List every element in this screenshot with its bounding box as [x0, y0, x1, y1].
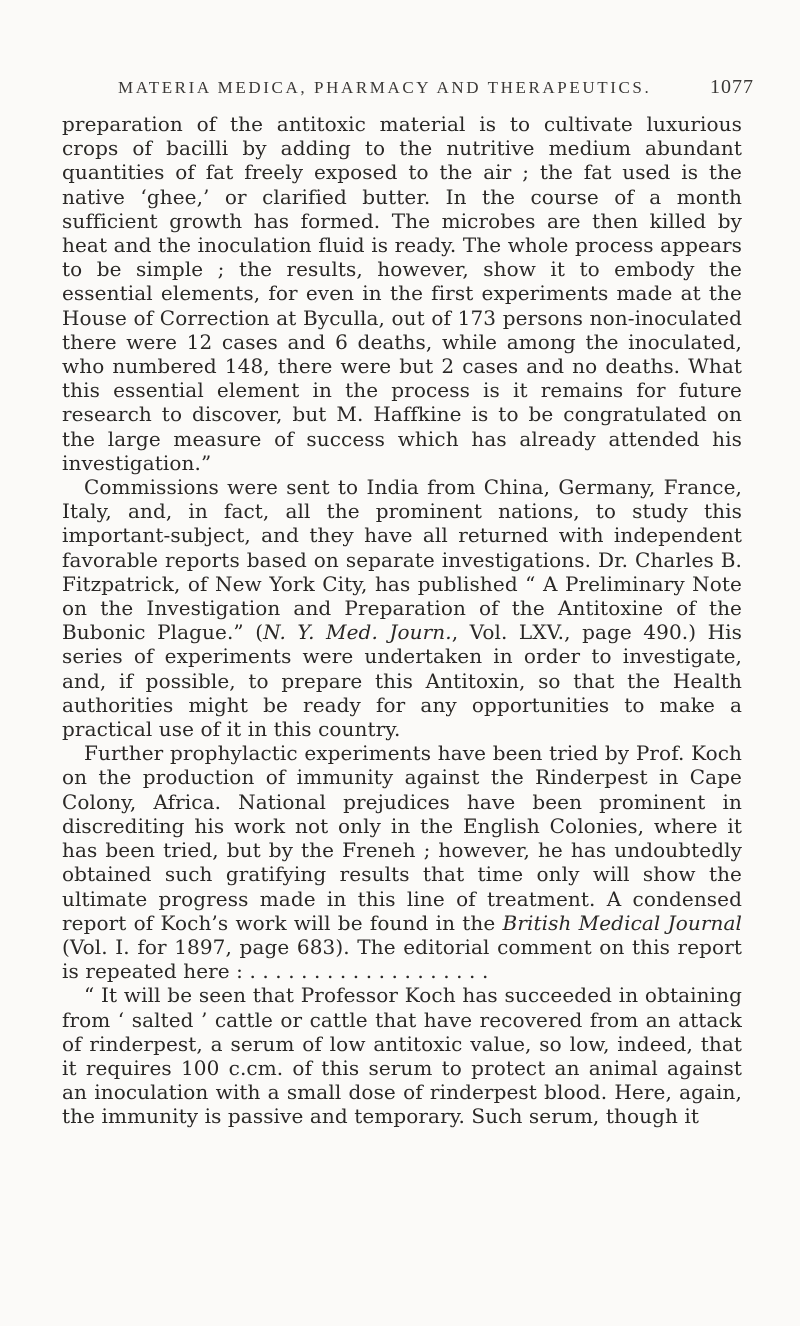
- page-number: 1077: [710, 76, 754, 98]
- paragraph-3: [62, 741, 742, 983]
- paragraph-2-text-a: Commissions were sent to India from China, Germany, France, Italy, and, in fact, all the prominent nations, to study this important-subject, and they have all returned with independent favorable reports based on separate investigations. Dr. Charles B. Fitzpatrick, of New York City, has published “ A Preliminary Note on the Investigation and Preparation of the Antitoxine of the Bubonic Plague.” (: [62, 475, 742, 645]
- paragraph-4: “ It will be seen that Professor Koch has succeeded in obtaining from ‘ salted ’ cattle or cattle that have recovered from an attack of rinderpest, a serum of low antitoxic value, so low, indeed, that it requires 100 c.cm. of this serum to protect an animal against an inoculation with a small dose of rinderpest blood. Here, again, the immunity is passive and temporary. Such serum, though it: [62, 983, 742, 1129]
- paragraph-3-text-b: (Vol. I. for 1897, page 683). The editorial comment on this report is repeated here : . . . . . . . . . . . . . . . . . . .: [62, 934, 742, 984]
- paragraph-3-text-a: Further prophylactic experiments have been tried by Prof. Koch on the production of immunity against the Rinderpest in Cape Colony, Africa. National prejudices have been prominent in discrediting his work not only in the English Colonies, where it has been tried, but by the Freneh ; however, he has undoubtedly obtained such gratifying results that time only will show the ultimate progress made in this line of treatment. A condensed report of Koch’s work will be found in the: [62, 741, 742, 935]
- paragraph-2: [62, 475, 742, 741]
- body-text: [62, 112, 742, 1129]
- journal-citation-nyj: N. Y. Med. Journ.: [263, 620, 452, 645]
- paragraph-2-text-b: , Vol. LXV., page 490.) His series of experiments were undertaken in order to investigate, and, if possible, to prepare this Antitoxin, so that the Health authorities might be ready for any opportunities to make a practical use of it in this country.: [62, 620, 743, 742]
- journal-citation-bmj: British Medical Journal: [502, 910, 742, 935]
- running-title: MATERIA MEDICA, PHARMACY AND THERAPEUTICS.: [118, 78, 652, 97]
- paragraph-1: preparation of the antitoxic material is to cultivate luxurious crops of bacilli by adding to the nutritive medium abundant quantities of fat freely exposed to the air ; the fat used is the native ‘ghee,’ or clarified butter. In the course of a month sufficient growth has formed. The microbes are then killed by heat and the inoculation fluid is ready. The whole process appears to be simple ; the results, however, show it to embody the essential elements, for even in the first experiments made at the House of Correction at Byculla, out of 173 persons non-inoculated there were 12 cases and 6 deaths, while among the inoculated, who numbered 148, there were but 2 cases and no deaths. What this essential element in the process is it remains for future research to discover, but M. Haffkine is to be congratulated on the large measure of success which has already attended his investigation.”: [62, 112, 742, 475]
